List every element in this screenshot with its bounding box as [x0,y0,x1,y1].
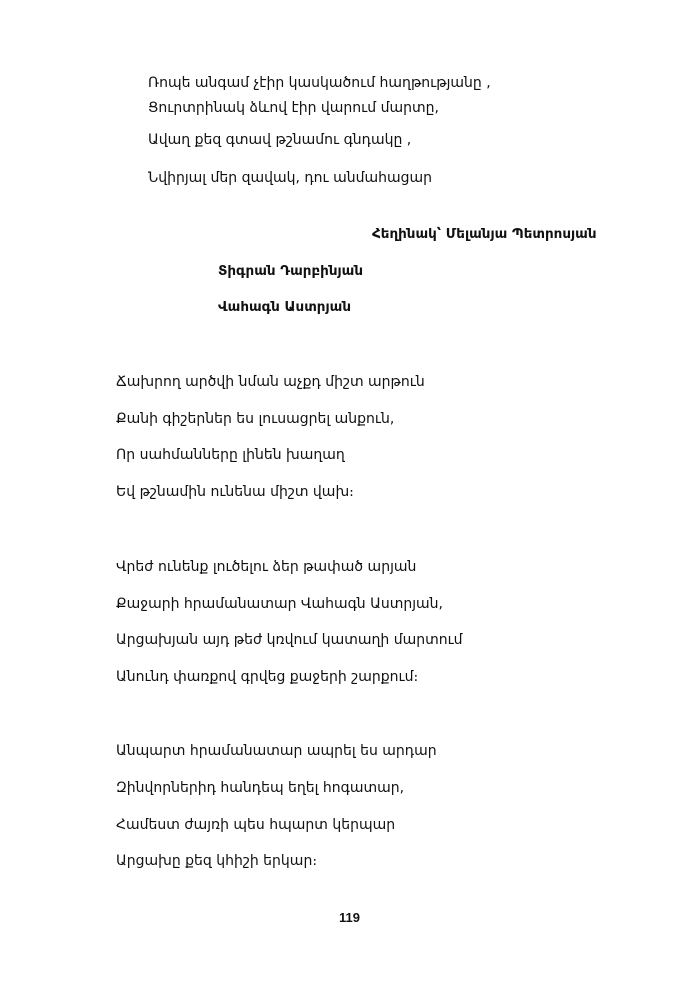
poem-line: Նվիրյալ մեր զավակ, դու անմահացար [148,170,432,186]
poem-line: Քանի գիշերներ ես լուսացրել անքուն, [116,411,395,427]
poem-line: Արցախյան այդ թեժ կռվում կատաղի մարտում [116,632,463,648]
poem-line: Քաջարի հրամանատար Վահագն Աստրյան, [116,596,443,612]
poem-line: Ցուրտրինակ ձևով էիր վարում մարտը, [148,100,439,116]
dedication-name: Տիգրան Դարբինյան [218,263,363,279]
poem-line: Համեստ ժայռի պես հպարտ կերպար [116,817,396,833]
poem-line: Ռոպե անգամ չէիր կասկածում հաղթությանը , [148,75,491,91]
dedication-name: Վահագն Աստրյան [218,299,351,315]
poem-line: Անպարտ հրամանատար ապրել ես արդար [116,743,437,759]
poem-line: Եվ թշնամին ունենա միշտ վախ։ [116,484,354,500]
poem-line: Զինվորներիդ հանդեպ եղել հոգատար, [116,780,405,796]
poem-line: Ավաղ քեզ գտավ թշնամու գնդակը , [148,132,412,148]
poem-line: Վրեժ ունենք լուծելու ձեր թափած արյան [116,559,417,575]
poem-line: Ճախրող արծվի նման աչքդ միշտ արթուն [116,374,425,390]
author-credit: Հեղինակ՝ Մելանյա Պետրոսյան [372,226,597,242]
page-number: 119 [339,910,360,925]
poem-line: Որ սահմանները լինեն խաղաղ [116,447,345,463]
poem-line: Անունդ փառքով գրվեց քաջերի շարքում։ [116,669,419,685]
poem-line: Արցախը քեզ կհիշի երկար։ [116,853,318,869]
